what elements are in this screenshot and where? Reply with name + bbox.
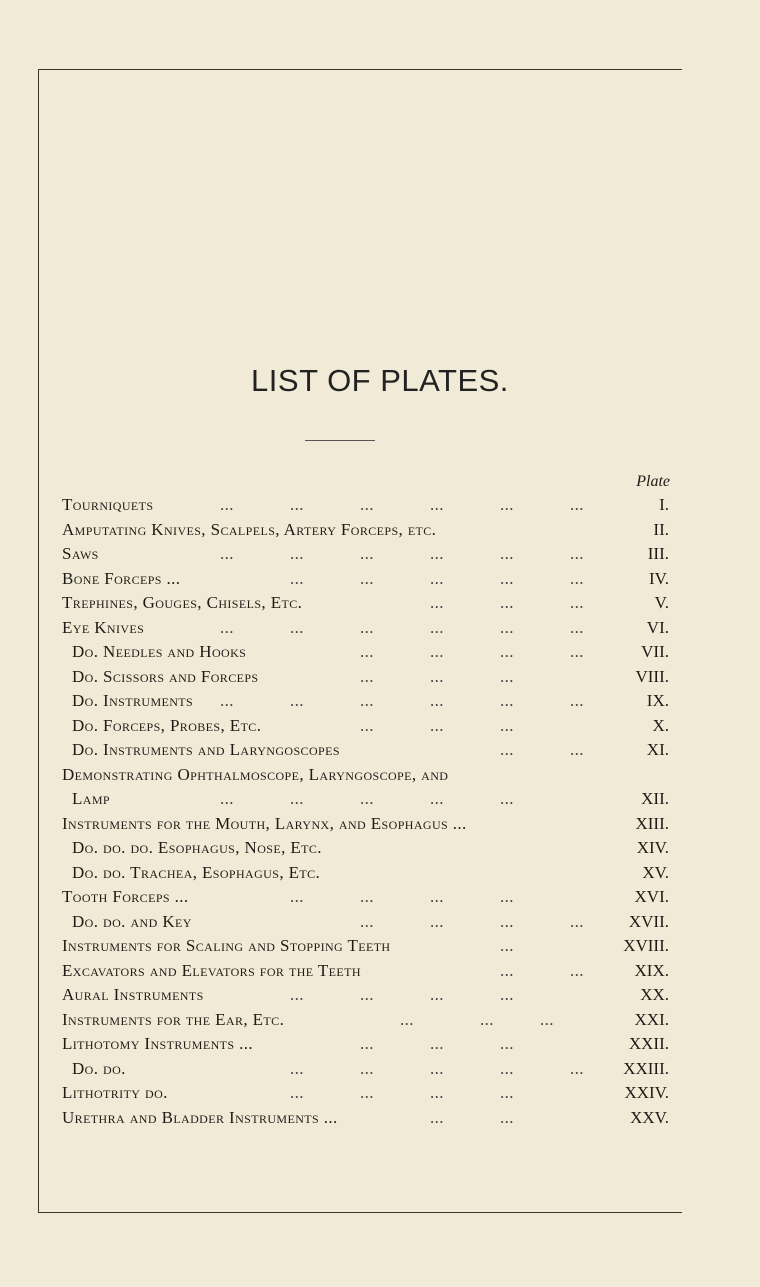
dot-leader-segment: ...	[500, 593, 514, 612]
plate-entry	[62, 1106, 669, 1131]
dot-leader-segment: ...	[360, 789, 374, 808]
plate-number: XXIV.	[624, 1083, 669, 1102]
plate-entry	[62, 1032, 669, 1057]
plate-entry	[62, 934, 669, 959]
plate-number: XVI.	[634, 887, 669, 906]
dot-leader-segment: ...	[430, 911, 444, 931]
title-rule	[305, 440, 375, 441]
dot-leader-segment: ...	[570, 544, 584, 563]
plate-entry	[62, 689, 669, 714]
plate-entry	[62, 640, 669, 665]
dot-leader-segment: ...	[360, 1083, 374, 1102]
plate-entry-title: Do. Instruments and Laryngoscopes	[72, 740, 340, 759]
dot-leader-segment: ...	[290, 617, 304, 637]
plate-entry	[62, 665, 669, 690]
plate-entry	[62, 1057, 669, 1082]
dot-leader-segment: ...	[430, 593, 444, 612]
plate-number: V.	[654, 593, 669, 612]
plate-number: XI.	[646, 740, 669, 759]
plate-number: II.	[653, 519, 669, 539]
plate-number: XVII.	[628, 911, 669, 931]
dot-leader-segment: ...	[500, 1107, 514, 1127]
plate-entry-title: Instruments for the Ear, Etc.	[62, 1009, 285, 1029]
plate-entry	[62, 910, 669, 935]
dot-leader-segment: ...	[570, 568, 584, 588]
dot-leader-segment: ...	[430, 1107, 444, 1127]
dot-leader-segment: ...	[290, 887, 304, 906]
plate-entry-title: Bone Forceps ...	[62, 568, 181, 588]
dot-leader-segment: ...	[430, 495, 444, 514]
plate-number: III.	[647, 544, 669, 563]
plate-entry	[62, 714, 669, 739]
dot-leader-segment: ...	[500, 960, 514, 980]
plate-number: VI.	[646, 617, 669, 637]
plate-number: XXV.	[630, 1107, 669, 1127]
plate-entry-title: Do. Needles and Hooks	[72, 642, 247, 661]
dot-leader-segment: ...	[360, 691, 374, 710]
dot-leader-segment: ...	[360, 568, 374, 588]
plate-entry-title: Do. do. do. Esophagus, Nose, Etc.	[72, 838, 322, 857]
dot-leader-segment: ...	[570, 495, 584, 514]
dot-leader-segment: ...	[500, 1058, 514, 1078]
plate-entry-title: Tourniquets	[62, 495, 154, 514]
dot-leader-segment: ...	[360, 715, 374, 735]
dot-leader-segment: ...	[360, 642, 374, 661]
plate-entry-title: Tooth Forceps ...	[62, 887, 189, 906]
plate-entry-title: Trephines, Gouges, Chisels, Etc.	[62, 593, 303, 612]
plate-entry	[62, 836, 669, 861]
plate-number: XVIII.	[623, 936, 669, 955]
dot-leader-segment: ...	[570, 593, 584, 612]
dot-leader-segment: ...	[290, 789, 304, 808]
plate-entry	[62, 959, 669, 984]
plate-entry-title: Amputating Knives, Scalpels, Artery Forceps, etc.	[62, 519, 437, 539]
dot-leader-segment: ...	[500, 936, 514, 955]
dot-leader-segment: ...	[500, 789, 514, 808]
plate-entry-title: Instruments for Scaling and Stopping Teeth	[62, 936, 391, 955]
plate-entry-title: Instruments for the Mouth, Larynx, and Esophagus ...	[62, 813, 467, 833]
dot-leader-segment: ...	[400, 1009, 414, 1029]
plate-entry-title: Lithotomy Instruments ...	[62, 1034, 254, 1053]
dot-leader-segment: ...	[360, 544, 374, 563]
dot-leader-segment: ...	[480, 1009, 494, 1029]
plate-entry-title: Excavators and Elevators for the Teeth	[62, 960, 361, 980]
dot-leader-segment: ...	[500, 1034, 514, 1053]
dot-leader-segment: ...	[500, 666, 514, 686]
dot-leader-segment: ...	[220, 495, 234, 514]
plate-entry	[62, 763, 669, 788]
dot-leader-segment: ...	[430, 691, 444, 710]
plate-entry	[62, 616, 669, 641]
plate-entry-title: Do. Scissors and Forceps	[72, 666, 259, 686]
dot-leader-segment: ...	[360, 617, 374, 637]
dot-leader-segment: ...	[430, 642, 444, 661]
dot-leader-segment: ...	[500, 642, 514, 661]
dot-leader-segment: ...	[290, 985, 304, 1004]
plate-entry-title: Demonstrating Ophthalmoscope, Laryngoscope, and	[62, 764, 449, 784]
dot-leader-segment: ...	[570, 617, 584, 637]
dot-leader-segment: ...	[220, 544, 234, 563]
dot-leader-segment: ...	[500, 691, 514, 710]
dot-leader-segment: ...	[360, 495, 374, 514]
plate-entry	[62, 1008, 669, 1033]
plate-column-header: Plate	[636, 473, 670, 490]
plate-entry-title: Saws	[62, 544, 99, 563]
dot-leader-segment: ...	[540, 1009, 554, 1029]
dot-leader-segment: ...	[290, 691, 304, 710]
dot-leader-segment: ...	[500, 887, 514, 906]
dot-leader-segment: ...	[430, 544, 444, 563]
plate-number: XXI.	[634, 1009, 669, 1029]
plate-number: XXII.	[628, 1034, 669, 1053]
dot-leader-segment: ...	[360, 1034, 374, 1053]
plate-entry	[62, 983, 669, 1008]
plate-number: X.	[652, 715, 669, 735]
dot-leader-segment: ...	[430, 568, 444, 588]
dot-leader-segment: ...	[570, 691, 584, 710]
plate-entry-title: Do. do. and Key	[72, 911, 192, 931]
dot-leader-segment: ...	[430, 1058, 444, 1078]
plate-entry-title: Eye Knives	[62, 617, 145, 637]
plate-entry	[62, 1081, 669, 1106]
plate-entry	[62, 567, 669, 592]
plate-number: IX.	[646, 691, 669, 710]
plate-entry	[62, 885, 669, 910]
plate-entry	[62, 787, 669, 812]
plate-entry-title: Do. do.	[72, 1058, 126, 1078]
dot-leader-segment: ...	[430, 715, 444, 735]
dot-leader-segment: ...	[430, 666, 444, 686]
dot-leader-segment: ...	[500, 568, 514, 588]
plate-entry-title: Lithotrity do.	[62, 1083, 168, 1102]
dot-leader-segment: ...	[220, 789, 234, 808]
dot-leader-segment: ...	[360, 985, 374, 1004]
plate-entry	[62, 861, 669, 886]
plate-number: XX.	[640, 985, 669, 1004]
plate-entry-title: Do. Forceps, Probes, Etc.	[72, 715, 262, 735]
dot-leader-segment: ...	[500, 544, 514, 563]
plate-number: XV.	[642, 862, 669, 882]
page-title: LIST OF PLATES.	[251, 363, 509, 398]
dot-leader-segment: ...	[430, 617, 444, 637]
plate-entry	[62, 493, 669, 518]
dot-leader-segment: ...	[570, 911, 584, 931]
plate-number: XIX.	[634, 960, 669, 980]
dot-leader-segment: ...	[500, 715, 514, 735]
plate-entry-title: Do. Instruments	[72, 691, 194, 710]
dot-leader-segment: ...	[570, 1058, 584, 1078]
dot-leader-segment: ...	[220, 617, 234, 637]
dot-leader-segment: ...	[570, 960, 584, 980]
dot-leader-segment: ...	[500, 911, 514, 931]
dot-leader-segment: ...	[290, 1058, 304, 1078]
plate-number: I.	[659, 495, 669, 514]
dot-leader-segment: ...	[290, 544, 304, 563]
plate-entry-title: Aural Instruments	[62, 985, 204, 1004]
dot-leader-segment: ...	[500, 740, 514, 759]
dot-leader-segment: ...	[500, 617, 514, 637]
plate-entry	[62, 518, 669, 543]
dot-leader-segment: ...	[570, 740, 584, 759]
dot-leader-segment: ...	[290, 568, 304, 588]
dot-leader-segment: ...	[430, 1034, 444, 1053]
dot-leader-segment: ...	[360, 887, 374, 906]
plate-entry	[62, 542, 669, 567]
dot-leader-segment: ...	[220, 691, 234, 710]
dot-leader-segment: ...	[360, 911, 374, 931]
plate-entry	[62, 591, 669, 616]
dot-leader-segment: ...	[290, 1083, 304, 1102]
plates-list	[62, 493, 669, 1130]
dot-leader-segment: ...	[430, 1083, 444, 1102]
plate-entry-title: Do. do. Trachea, Esophagus, Etc.	[72, 862, 321, 882]
plate-number: IV.	[649, 568, 669, 588]
plate-entry-title: Urethra and Bladder Instruments ...	[62, 1107, 338, 1127]
dot-leader-segment: ...	[360, 666, 374, 686]
dot-leader-segment: ...	[430, 789, 444, 808]
plate-entry	[62, 812, 669, 837]
plate-number: XII.	[641, 789, 669, 808]
plate-number: XXIII.	[623, 1058, 669, 1078]
plate-number: XIII.	[635, 813, 669, 833]
dot-leader-segment: ...	[500, 985, 514, 1004]
dot-leader-segment: ...	[430, 985, 444, 1004]
dot-leader-segment: ...	[360, 1058, 374, 1078]
dot-leader-segment: ...	[430, 887, 444, 906]
dot-leader-segment: ...	[500, 1083, 514, 1102]
plate-entry-title: Lamp	[72, 789, 110, 808]
dot-leader-segment: ...	[500, 495, 514, 514]
dot-leader-segment: ...	[290, 495, 304, 514]
dot-leader-segment: ...	[570, 642, 584, 661]
plate-number: XIV.	[636, 838, 669, 857]
plate-entry	[62, 738, 669, 763]
plate-number: VII.	[641, 642, 669, 661]
plate-number: VIII.	[635, 666, 669, 686]
